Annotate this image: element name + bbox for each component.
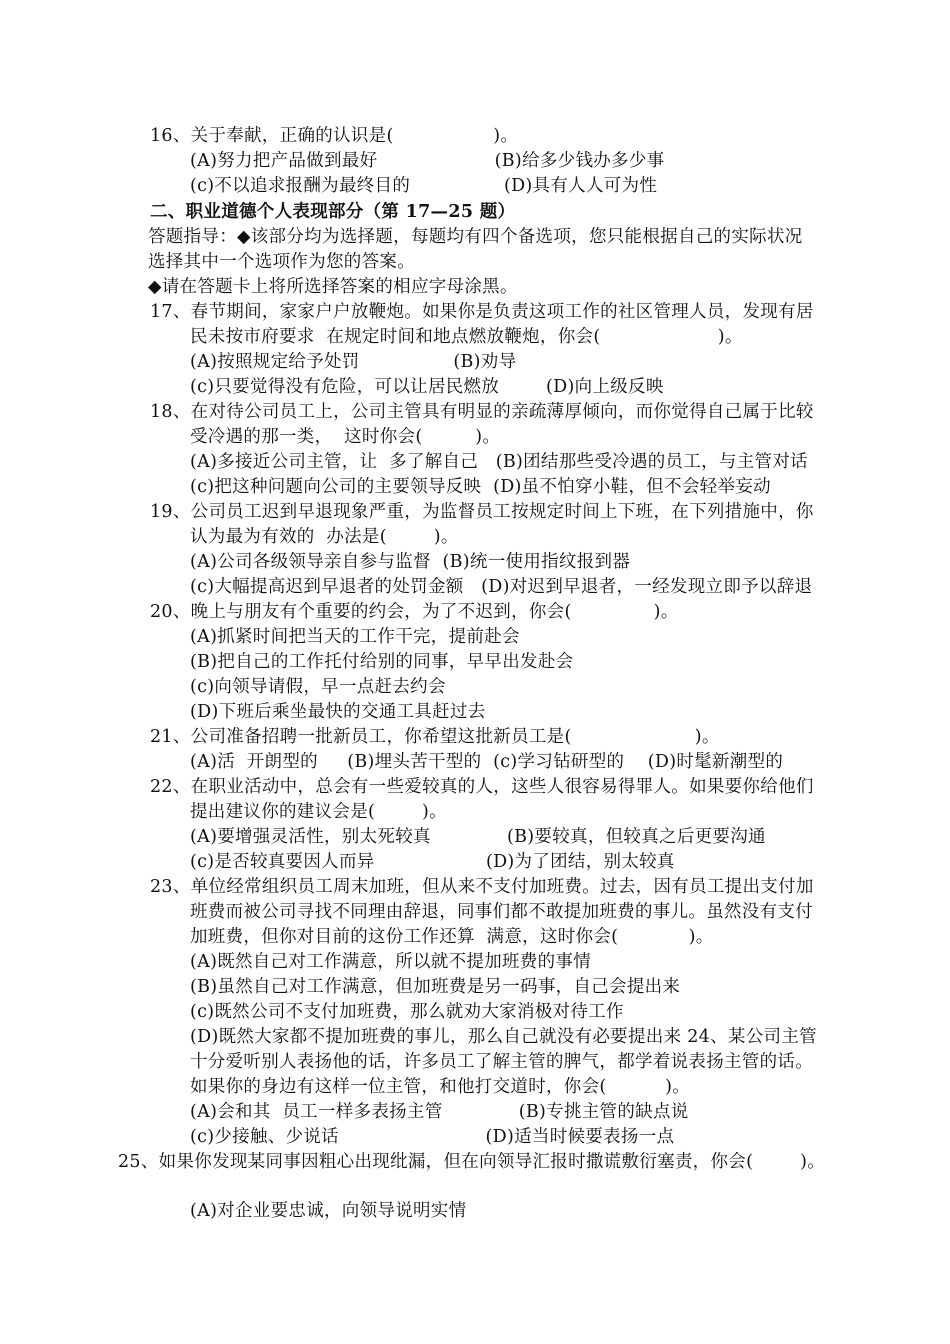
question-23-line-1: 23、单位经常组织员工周末加班，但从来不支付加班费。过去，因有员工提出支付加 (150, 877, 814, 897)
question-17-line-2: 民未按市府要求 在规定时间和地点燃放鞭炮，你会( )。 (190, 327, 743, 347)
question-22-options-ab: (A)要增强灵活性，别太死较真 (B)要较真，但较真之后更要沟通 (190, 827, 766, 847)
question-20-option-b: (B)把自己的工作托付给别的同事，早早出发赴会 (190, 652, 574, 672)
question-21: 21、公司准备招聘一批新员工，你希望这批新员工是( )。 (150, 727, 720, 747)
question-24-options-cd: (c)少接触、少说话 (D)适当时候要表扬一点 (190, 1127, 675, 1147)
question-20-option-c: (c)向领导请假，早一点赶去约会 (190, 677, 446, 697)
question-16: 16、关于奉献，正确的认识是( )。 (150, 126, 519, 146)
question-23-line-2: 班费而被公司寻找不同理由辞退，同事们都不敢提加班费的事儿。虽然没有支付 (190, 902, 813, 922)
guide-line-1: 答题指导：◆该部分均为选择题，每题均有四个备选项，您只能根据自己的实际状况 (148, 227, 803, 247)
question-24-options-ab: (A)会和其 员工一样多表扬主管 (B)专挑主管的缺点说 (190, 1102, 689, 1122)
question-22-line-1: 22、在职业活动中，总会有一些爱较真的人，这些人很容易得罪人。如果要你给他们 (150, 777, 814, 797)
question-25-option-a: (A)对企业要忠诚，向领导说明实情 (190, 1201, 467, 1221)
question-22-options-cd: (c)是否较真要因人而异 (D)为了团结，别太较真 (190, 852, 675, 872)
guide-line-3: ◆请在答题卡上将所选择答案的相应字母涂黑。 (148, 277, 518, 297)
question-17-options-cd: (c)只要觉得没有危险，可以让居民燃放 (D)向上级反映 (190, 377, 664, 397)
question-24-line-2: 如果你的身边有这样一位主管，和他打交道时，你会( )。 (190, 1077, 691, 1097)
question-23-line-3: 加班费，但你对目前的这份工作还算 满意，这时你会( )。 (190, 927, 714, 947)
question-19-options-cd: (c)大幅提高迟到早退者的处罚金额 (D)对迟到早退者，一经发现立即予以辞退 (190, 577, 813, 597)
question-23-option-c: (c)既然公司不支付加班费，那么就劝大家消极对待工作 (190, 1002, 624, 1022)
question-16-options-cd: (c)不以追求报酬为最终目的 (D)具有人人可为性 (190, 176, 658, 196)
guide-line-2: 选择其中一个选项作为您的答案。 (148, 252, 415, 272)
question-18-line-1: 18、在对待公司员工上，公司主管具有明显的亲疏薄厚倾向，而你觉得自己属于比较 (150, 402, 814, 422)
question-19-line-1: 19、公司员工迟到早退现象严重，为监督员工按规定时间上下班，在下列措施中，你 (150, 502, 814, 522)
question-18-options-ab: (A)多接近公司主管，让 多了解自己 (B)团结那些受冷遇的员工，与主管对话 (190, 452, 808, 472)
question-24-line-1: 十分爱听别人表扬他的话，许多员工了解主管的脾气，都学着说表扬主管的话。 (190, 1052, 813, 1072)
question-19-options-ab: (A)公司各级领导亲自参与监督 (B)统一使用指纹报到器 (190, 552, 631, 572)
question-20-option-a: (A)抓紧时间把当天的工作干完，提前赴会 (190, 627, 520, 647)
question-17-options-ab: (A)按照规定给予处罚 (B)劝导 (190, 352, 517, 372)
question-20: 20、晚上与朋友有个重要的约会，为了不迟到，你会( )。 (150, 602, 679, 622)
question-16-options-ab: (A)努力把产品做到最好 (B)给多少钱办多少事 (190, 151, 665, 171)
question-18-line-2: 受冷遇的那一类， 这时你会( )。 (190, 427, 501, 447)
question-23-option-d: (D)既然大家都不提加班费的事儿，那么自己就没有必要提出来 24、某公司主管 (190, 1027, 817, 1047)
section-heading: 二、职业道德个人表现部分（第 17—25 题） (150, 202, 516, 222)
question-23-option-b: (B)虽然自己对工作满意，但加班费是另一码事，自己会提出来 (190, 977, 681, 997)
question-19-line-2: 认为最为有效的 办法是( )。 (190, 527, 459, 547)
question-21-options: (A)活 开朗型的 (B)埋头苦干型的 (c)学习钻研型的 (D)时髦新潮型的 (190, 752, 784, 772)
question-23-option-a: (A)既然自己对工作满意，所以就不提加班费的事情 (190, 952, 591, 972)
question-17-line-1: 17、春节期间，家家户户放鞭炮。如果你是负责这项工作的社区管理人员，发现有居 (150, 302, 814, 322)
question-22-line-2: 提出建议你的建议会是( )。 (190, 802, 447, 822)
question-18-options-cd: (c)把这种问题向公司的主要领导反映 (D)虽不怕穿小鞋，但不会轻举妄动 (190, 477, 771, 497)
question-25: 25、如果你发现某同事因粗心出现纰漏，但在向领导汇报时撒谎敷衍塞责，你会( )。 (118, 1152, 826, 1172)
question-20-option-d: (D)下班后乘坐最快的交通工具赶过去 (190, 702, 486, 722)
